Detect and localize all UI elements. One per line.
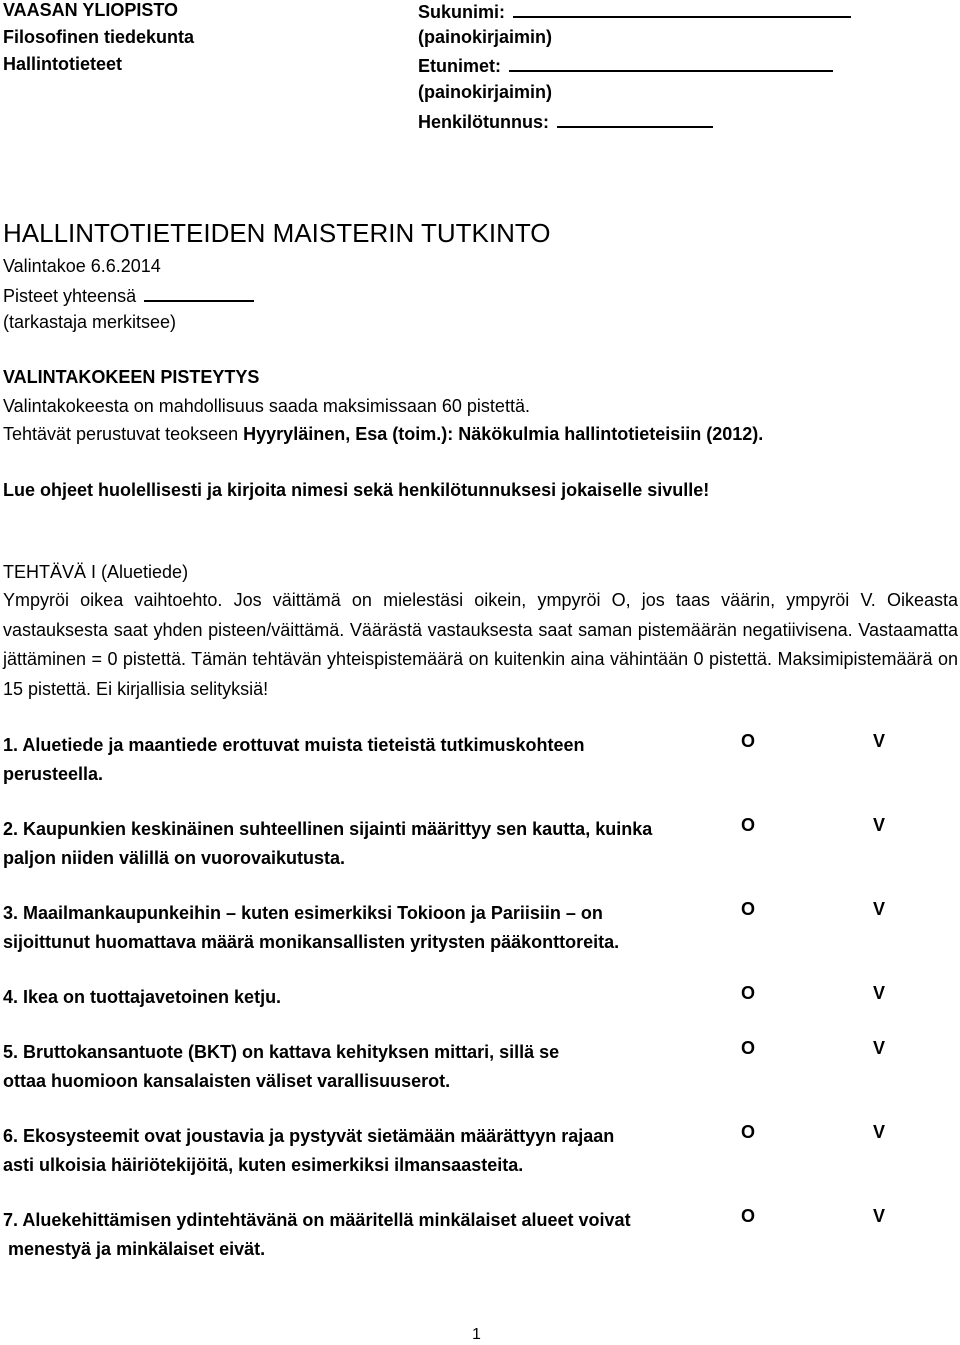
firstnames-note: (painokirjaimin) [418, 82, 553, 102]
option-v[interactable]: V [873, 815, 886, 835]
option-v[interactable]: V [873, 1206, 886, 1226]
question-text: 4. Ikea on tuottajavetoinen ketju. [3, 987, 282, 1007]
option-v[interactable]: V [873, 1038, 886, 1058]
firstnames-line[interactable] [509, 54, 833, 72]
option-o[interactable]: O [741, 899, 756, 919]
total-points-note: (tarkastaja merkitsee) [3, 312, 177, 332]
option-o[interactable]: O [741, 731, 756, 751]
question-text-cont: perusteella. [3, 764, 104, 784]
id-label: Henkilötunnus: [418, 112, 549, 132]
exam-title: HALLINTOTIETEIDEN MAISTERIN TUTKINTO [3, 218, 551, 248]
question-text: 1. Aluetiede ja maantiede erottuvat muista tieteistä tutkimuskohteen [3, 735, 585, 755]
task-heading: TEHTÄVÄ I (Aluetiede) [3, 562, 189, 582]
firstnames-field [418, 54, 833, 76]
total-points-label: Pisteet yhteensä [3, 286, 137, 306]
option-o[interactable]: O [741, 983, 756, 1003]
option-o[interactable]: O [741, 1122, 756, 1142]
option-o[interactable]: O [741, 815, 756, 835]
question-3 [3, 899, 733, 957]
question-text: 3. Maailmankaupunkeihin – kuten esimerkiksi Tokioon ja Pariisiin – on [3, 903, 603, 923]
question-text: 5. Bruttokansantuote (BKT) on kattava kehityksen mittari, sillä se [3, 1042, 560, 1062]
question-5 [3, 1038, 733, 1096]
option-v[interactable]: V [873, 1122, 886, 1142]
question-1 [3, 731, 733, 789]
firstnames-label: Etunimet: [418, 56, 501, 76]
question-text: 7. Aluekehittämisen ydintehtävänä on määritellä minkälaiset alueet voivat [3, 1210, 631, 1230]
institution-block [3, 0, 194, 81]
option-v[interactable]: V [873, 731, 886, 751]
option-v[interactable]: V [873, 983, 886, 1003]
total-points-field [3, 284, 254, 307]
scoring-line-2 [3, 424, 763, 445]
question-7 [3, 1206, 733, 1264]
scoring-line-1: Valintakokeesta on mahdollisuus saada maksimissaan 60 pistettä. [3, 396, 530, 416]
question-text-cont: sijoittunut huomattava määrä monikansallisten yritysten pääkonttoreita. [3, 932, 620, 952]
task-instructions: Ympyröi oikea vaihtoehto. Jos väittämä on mielestäsi oikein, ympyröi O, jos taas väärin, ympyröi V. Oikeasta vastauksesta saat yhden pisteen/väittämä. Väärästä vastauksesta saat saman pistemäärän negatiivisena. Vastaamatta jättäminen = 0 pistettä. Tämän tehtävän yhteispistemäärä on kuitenkin aina vähintään 0 pistettä. Maksimipistemäärä on 15 pistettä. Ei kirjallisia selityksiä! [3, 590, 958, 699]
question-text: 6. Ekosysteemit ovat joustavia ja pystyvät sietämään määrättyyn rajaan [3, 1126, 615, 1146]
scoring-line-2-prefix: Tehtävät perustuvat teokseen [3, 424, 244, 444]
option-v[interactable]: V [873, 899, 886, 919]
page-number: 1 [472, 1326, 481, 1343]
question-6 [3, 1122, 733, 1180]
surname-line[interactable] [513, 0, 851, 18]
scoring-heading: VALINTAKOKEEN PISTEYTYS [3, 367, 260, 387]
surname-note: (painokirjaimin) [418, 27, 553, 47]
question-text-cont: paljon niiden välillä on vuorovaikutusta. [3, 848, 346, 868]
option-o[interactable]: O [741, 1206, 756, 1226]
total-points-line[interactable] [144, 284, 254, 302]
surname-label: Sukunimi: [418, 2, 506, 22]
surname-field [418, 0, 851, 22]
id-line[interactable] [557, 110, 713, 128]
source-book: Hyyryläinen, Esa (toim.): Näkökulmia hallintotieteisiin (2012). [243, 424, 764, 444]
question-text-cont: menestyä ja minkälaiset eivät. [3, 1239, 266, 1259]
university-name: VAASAN YLIOPISTO [3, 0, 179, 20]
question-4 [3, 983, 733, 1012]
id-field [418, 110, 713, 132]
question-text: 2. Kaupunkien keskinäinen suhteellinen sijainti määrittyy sen kautta, kuinka [3, 819, 653, 839]
exam-date: Valintakoe 6.6.2014 [3, 256, 161, 276]
department-name: Hallintotieteet [3, 54, 123, 74]
question-text-cont: ottaa huomioon kansalaisten väliset varallisuuserot. [3, 1071, 451, 1091]
faculty-name: Filosofinen tiedekunta [3, 27, 195, 47]
question-text-cont: asti ulkoisia häiriötekijöitä, kuten esimerkiksi ilmansaasteita. [3, 1155, 524, 1175]
name-notice: Lue ohjeet huolellisesti ja kirjoita nimesi sekä henkilötunnuksesi jokaiselle sivulle! [3, 480, 710, 500]
option-o[interactable]: O [741, 1038, 756, 1058]
question-2 [3, 815, 733, 873]
